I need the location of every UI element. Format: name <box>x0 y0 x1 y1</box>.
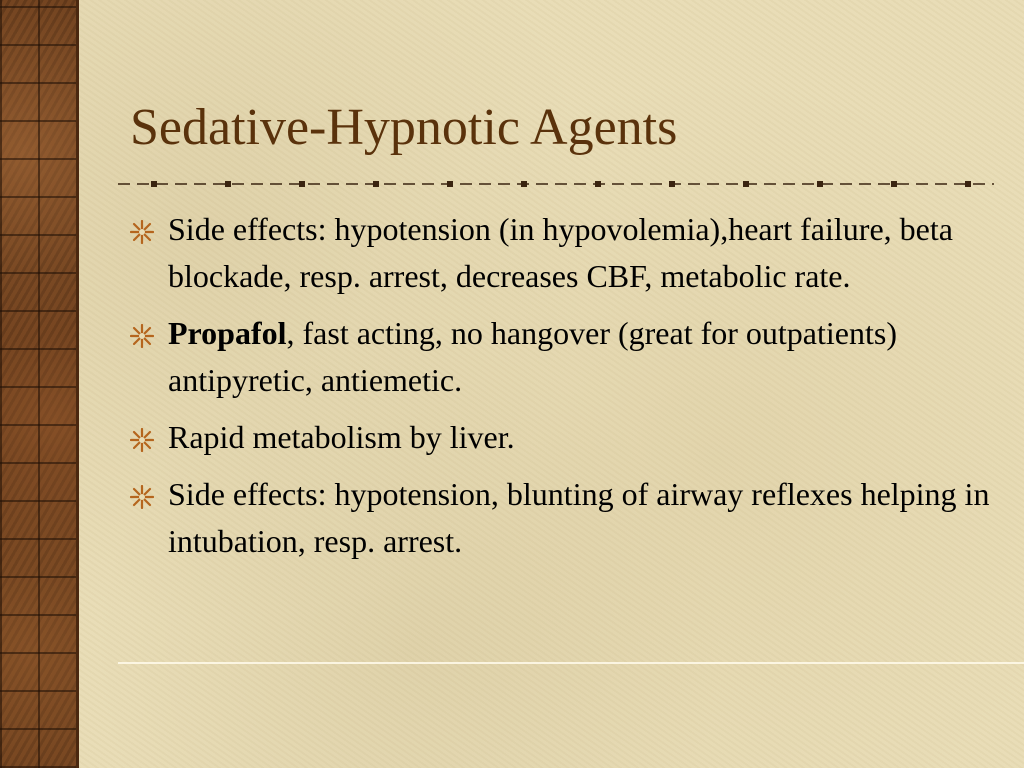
bullet-text: Side effects: hypotension (in hypovolemia),heart failure, beta blockade, resp. arrest, decreases CBF, metabolic rate. <box>168 211 953 294</box>
bullet-item-metabolism <box>130 414 990 461</box>
divider-dot <box>373 181 379 187</box>
divider-dot <box>669 181 675 187</box>
star-burst-icon <box>130 485 154 509</box>
divider-dot <box>817 181 823 187</box>
divider-dot <box>447 181 453 187</box>
star-burst-icon <box>130 428 154 452</box>
decorative-side-strip <box>0 0 79 768</box>
star-burst-icon <box>130 220 154 244</box>
divider-dot <box>299 181 305 187</box>
bullet-item-propafol <box>130 310 990 404</box>
star-burst-icon <box>130 324 154 348</box>
bullet-text: , fast acting, no hangover (great for outpatients) antipyretic, antiemetic. <box>168 315 897 398</box>
divider-dot <box>743 181 749 187</box>
divider-dot <box>891 181 897 187</box>
bullet-strong-term: Propafol <box>168 315 287 351</box>
slide-title: Sedative-Hypnotic Agents <box>130 99 678 156</box>
bullet-item-side-effects <box>130 206 990 300</box>
divider-dot <box>595 181 601 187</box>
divider-dot <box>965 181 971 187</box>
bullet-text: Rapid metabolism by liver. <box>168 419 515 455</box>
bullet-item-side-effects-2 <box>130 471 990 565</box>
divider-dot <box>521 181 527 187</box>
divider-dot <box>225 181 231 187</box>
divider-dot <box>151 181 157 187</box>
bullet-text: Side effects: hypotension, blunting of airway reflexes helping in intubation, resp. arrest. <box>168 476 990 559</box>
bottom-divider-line <box>118 662 1024 664</box>
bullet-list <box>130 206 990 575</box>
title-divider <box>118 176 994 192</box>
